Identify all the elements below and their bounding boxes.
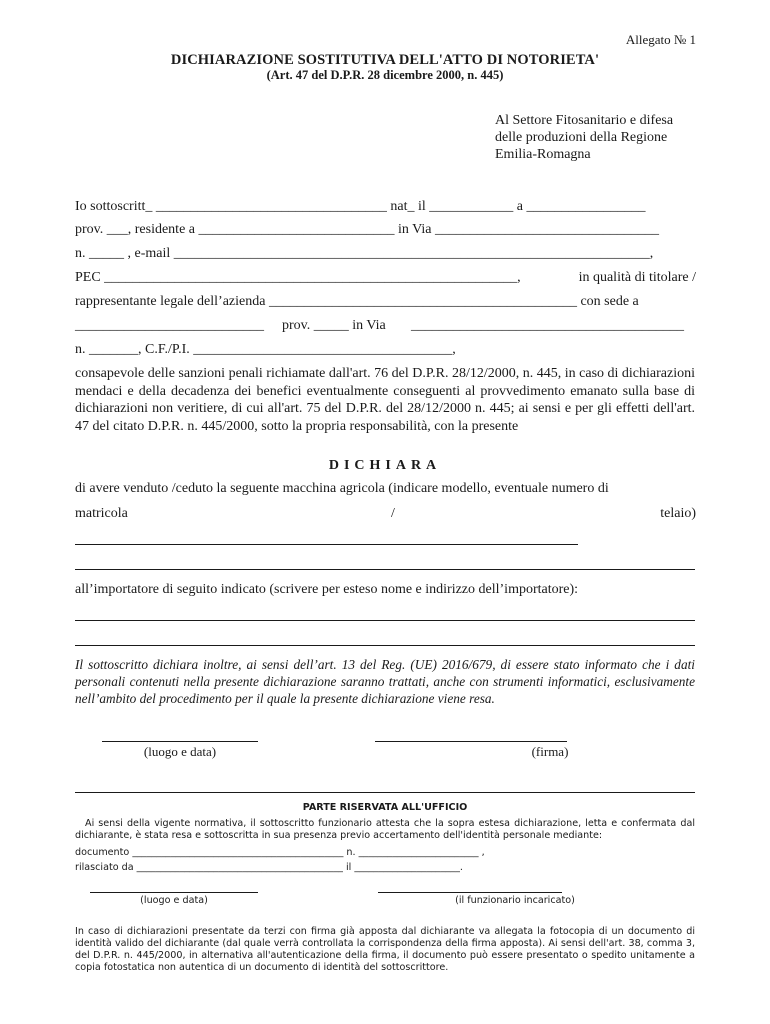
form-line-seat-via: _______________________________________ [411, 318, 684, 333]
form-line-legal-rep: rappresentante legale dell’azienda ____________________________________________ con sede a [75, 294, 639, 309]
place-date-line [102, 741, 258, 742]
office-documento: documento ____________________________________________ n. _________________________ , [75, 847, 485, 858]
recipient-line: Emilia-Romagna [495, 147, 591, 162]
signature-line [375, 741, 567, 742]
office-rilasciato: rilasciato da ___________________________________________ il ______________________. [75, 862, 463, 873]
office-official-line [378, 892, 562, 893]
allegato-label: Allegato № 1 [625, 32, 696, 47]
privacy-paragraph: Il sottoscritto dichiara inoltre, ai sensi dell’art. 13 del Reg. (UE) 2016/679, di essere stato informato che i dati personali contenuti nella presente dichiarazione saranno trattati, anche con strumenti informatici, esclusivamente nell’ambito del procedimento per il quale la presente dichiarazione viene resa. [75, 657, 695, 706]
matricola-slash: / [391, 506, 395, 521]
form-line-pec: PEC ___________________________________________________________, [75, 270, 521, 285]
recipient-line: Al Settore Fitosanitario e difesa [495, 113, 674, 128]
form-line-seat-prov: prov. _____ in Via [282, 318, 386, 333]
telaio-label: telaio) [660, 506, 696, 521]
form-line-residence: prov. ___, residente a ____________________________ in Via ________________________________ [75, 222, 660, 237]
office-intro: Ai sensi della vigente normativa, il sottoscritto funzionario attesta che la sopra estesa dichiarazione, letta e confermata dal dichiarante, è stata resa e sottoscritta in sua presenza previo accertamento dell'identità personale mediante: [75, 818, 695, 841]
office-place-date-label: (luogo e data) [140, 895, 208, 906]
office-place-date-line [90, 892, 258, 893]
importer-line: all’importatore di seguito indicato (scrivere per esteso nome e indirizzo dell’importatore): [75, 582, 579, 597]
sale-line: di avere venduto /ceduto la seguente macchina agricola (indicare modello, eventuale numero di [75, 481, 609, 496]
form-line-email: n. _____ , e-mail ____________________________________________________________________, [75, 246, 654, 261]
form-line-seat: ___________________________ [75, 318, 264, 333]
form-line-name: Io sottoscritt_ _________________________________ nat_ il ____________ a _________________ [75, 199, 646, 214]
signature-label: (firma) [531, 744, 569, 759]
office-official-label: (il funzionario incaricato) [455, 895, 575, 906]
recipient-line: delle produzioni della Regione [495, 130, 668, 145]
importer-blank-line [75, 620, 695, 621]
machine-blank-line [75, 569, 695, 570]
office-note: In caso di dichiarazioni presentate da terzi con firma già apposta dal dichiarante va allegata la fotocopia di un documento di identità valido del dichiarante (dal quale verrà controllata la corrispondenza della firma apposta). Ai sensi dell'art. 38, comma 3, del D.P.R. n. 445/2000, in alternativa all'autenticazione della firma, il documento può essere presentato o spedito unitamente a copia fotostatica non autentica di un documento di identità del sottoscrittore. [75, 926, 695, 973]
document-title: DICHIARAZIONE SOSTITUTIVA DELL'ATTO DI NOTORIETA' [170, 52, 600, 68]
dichiara-heading: DICHIARA [328, 458, 442, 473]
importer-blank-line [75, 645, 695, 646]
place-date-label: (luogo e data) [143, 744, 217, 759]
document-subtitle: (Art. 47 del D.P.R. 28 dicembre 2000, n. 445) [266, 68, 504, 82]
form-line-cf: n. _______, C.F./P.I. _____________________________________, [75, 342, 456, 357]
matricola-label: matricola [75, 506, 128, 521]
form-line-qualita: in qualità di titolare / [578, 270, 696, 285]
machine-blank-line [75, 544, 578, 545]
section-divider [75, 792, 695, 793]
office-title: PARTE RISERVATA ALL'UFFICIO [302, 802, 468, 813]
responsibility-paragraph: consapevole delle sanzioni penali richiamate dall'art. 76 del D.P.R. 28/12/2000, n. 445, in caso di dichiarazioni mendaci e della decadenza dei benefici eventualmente conseguenti al provvedimento emanato sulla base di dichiarazioni non veritiere, di cui all'art. 75 del D.P.R. del 28/12/2000 n. 445; ai sensi e per gli effetti dell'art. 47 del citato D.P.R. n. 445/2000, sotto la propria responsabilità, con la presente [75, 366, 695, 434]
